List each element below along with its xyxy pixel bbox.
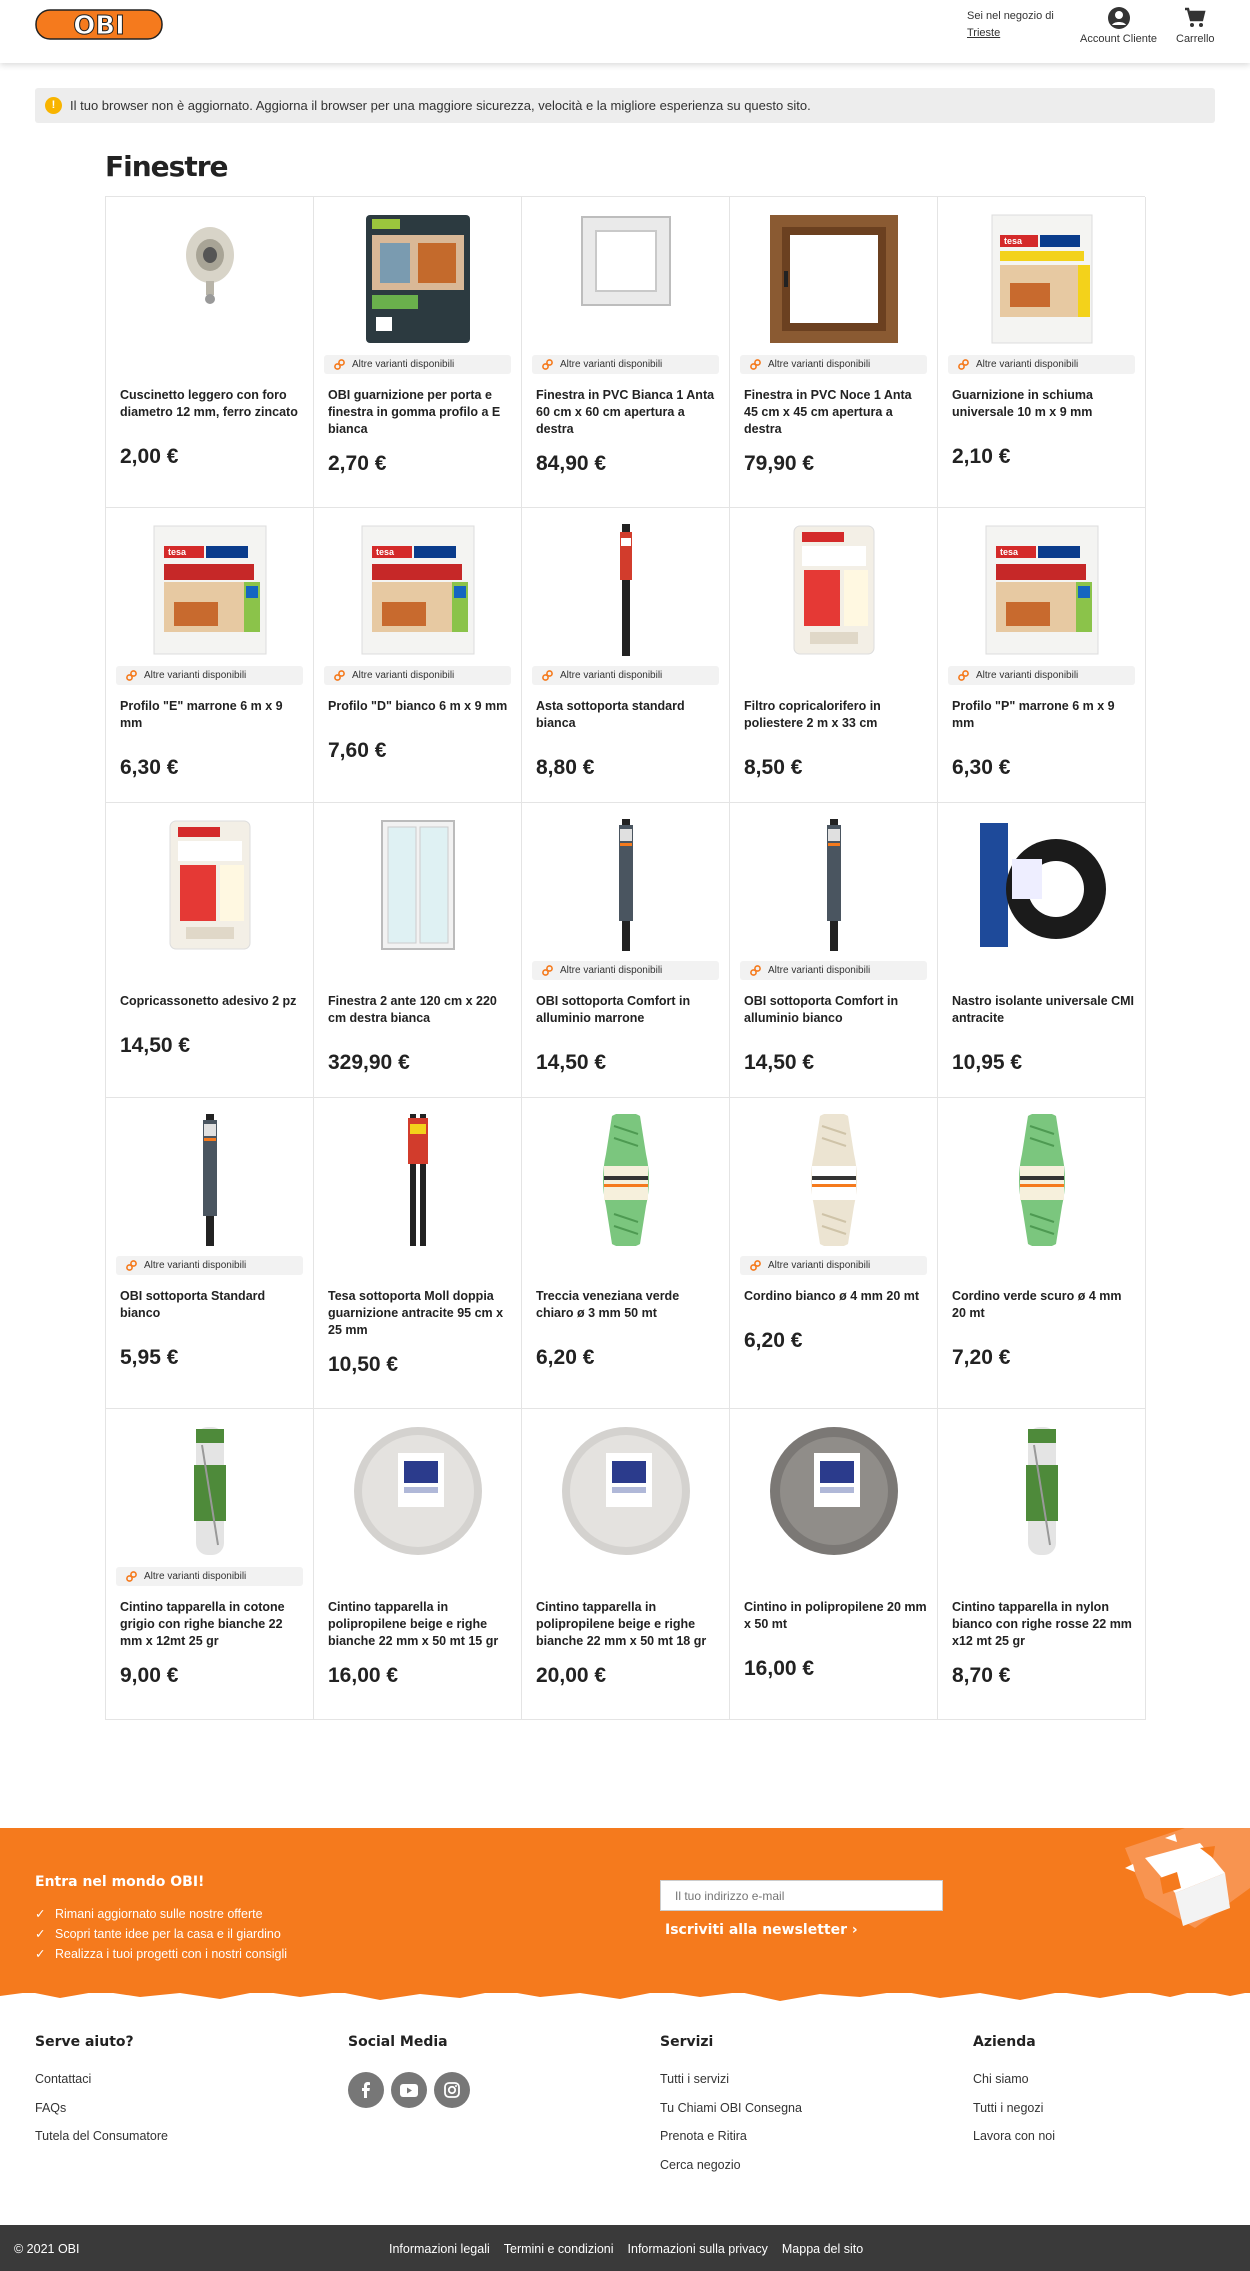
variants-label: Altre varianti disponibili (976, 670, 1079, 681)
product-image[interactable] (362, 213, 474, 350)
product-card[interactable] (730, 508, 938, 803)
product-name[interactable]: Finestra in PVC Bianca 1 Anta 60 cm x 60 cm apertura a destra (536, 388, 715, 436)
footer-link-store-finder[interactable]: Cerca negozio (660, 2157, 741, 2172)
variants-badge[interactable] (948, 666, 1135, 685)
instagram-icon[interactable] (434, 2072, 470, 2108)
product-name[interactable]: OBI sottoporta Comfort in alluminio marrone (536, 994, 691, 1025)
variants-icon (958, 359, 969, 370)
product-price: 14,50 € (536, 1051, 607, 1074)
product-card[interactable] (522, 1409, 730, 1720)
product-card[interactable] (938, 508, 1146, 803)
newsletter-benefit: ✓ Rimani aggiornato sulle nostre offerte (35, 1904, 287, 1924)
product-price: 10,50 € (328, 1353, 399, 1376)
variants-icon (126, 1571, 137, 1582)
footer-link-stores[interactable]: Tutti i negozi (973, 2100, 1044, 2115)
product-card[interactable] (106, 197, 314, 508)
variants-badge[interactable] (324, 666, 511, 685)
product-price: 14,50 € (120, 1034, 191, 1057)
variants-icon (334, 670, 345, 681)
variants-label: Altre varianti disponibili (144, 1260, 247, 1271)
product-name[interactable]: Nastro isolante universale CMI antracite (952, 994, 1135, 1025)
variants-label: Altre varianti disponibili (560, 359, 663, 370)
footer-link-consumer[interactable]: Tutela del Consumatore (35, 2129, 168, 2143)
product-price: 9,00 € (120, 1664, 179, 1687)
cart-label: Carrello (1176, 33, 1215, 45)
variants-badge[interactable] (116, 1256, 303, 1275)
product-name[interactable]: Cintino tapparella in cotone grigio con righe bianche 22 mm x 12mt 25 gr (120, 1600, 285, 1648)
product-image[interactable] (404, 1114, 432, 1251)
variants-badge[interactable] (116, 666, 303, 685)
product-price: 7,60 € (328, 739, 387, 762)
legal-link-info[interactable]: Informazioni legali (389, 2242, 490, 2256)
obi-logo[interactable] (35, 8, 163, 41)
outdated-browser-banner (35, 88, 1215, 123)
product-price: 16,00 € (744, 1657, 815, 1680)
banner-text: Il tuo browser non è aggiornato. Aggiorna il browser per una maggiore sicurezza, velocità e la migliore esperienza su questo sito. (70, 98, 811, 113)
product-price: 2,00 € (120, 445, 179, 468)
product-image[interactable] (614, 819, 638, 956)
variants-icon (334, 359, 345, 370)
product-name[interactable]: OBI sottoporta Standard bianco (120, 1289, 266, 1320)
variants-icon (126, 1260, 137, 1271)
product-name[interactable]: Cintino tapparella in nylon bianco con righe rosse 22 mm x12 mt 25 gr (952, 1600, 1132, 1648)
user-icon (1107, 6, 1131, 30)
account-button[interactable] (1080, 6, 1157, 45)
variants-label: Altre varianti disponibili (560, 965, 663, 976)
product-card[interactable] (730, 1409, 938, 1720)
product-name[interactable]: Cintino tapparella in polipropilene beige e righe bianche 22 mm x 50 mt 15 gr (328, 1600, 499, 1648)
newsletter-section (0, 1828, 1250, 1993)
legal-link-sitemap[interactable]: Mappa del sito (781, 2242, 864, 2256)
product-price: 2,10 € (952, 445, 1011, 468)
product-card[interactable] (314, 508, 522, 803)
product-card[interactable] (522, 803, 730, 1098)
product-price: 6,20 € (536, 1346, 595, 1369)
variants-label: Altre varianti disponibili (352, 670, 455, 681)
product-card[interactable] (314, 1098, 522, 1409)
product-card[interactable] (522, 197, 730, 508)
product-image[interactable] (790, 524, 878, 661)
variants-badge[interactable] (324, 355, 511, 374)
product-price: 329,90 € (328, 1051, 410, 1074)
product-card[interactable] (106, 508, 314, 803)
product-image[interactable] (166, 819, 254, 956)
product-image[interactable] (560, 1425, 692, 1562)
footer-link-careers[interactable]: Lavora con noi (973, 2129, 1056, 2143)
variants-badge[interactable] (532, 355, 719, 374)
variants-badge[interactable] (948, 355, 1135, 374)
store-label: Sei nel negozio di (967, 10, 1054, 22)
variants-label: Altre varianti disponibili (768, 359, 871, 370)
product-grid (105, 196, 1145, 1720)
footer-help (35, 2034, 168, 2158)
variants-icon (542, 359, 553, 370)
product-name[interactable]: Cordino verde scuro ø 4 mm 20 mt (952, 1289, 1122, 1320)
product-image[interactable] (352, 1425, 484, 1562)
variants-icon (542, 670, 553, 681)
product-image[interactable] (802, 1114, 866, 1251)
product-image[interactable] (360, 524, 476, 661)
svg-text:tesa: tesa (375, 547, 394, 557)
footer-link-faqs[interactable]: FAQs (35, 2100, 67, 2115)
product-name[interactable]: Copricassonetto adesivo 2 pz (120, 994, 297, 1008)
product-image[interactable] (976, 819, 1108, 956)
product-card[interactable] (730, 1098, 938, 1409)
footer-link-contact[interactable]: Contattaci (35, 2072, 92, 2086)
variants-badge[interactable] (532, 666, 719, 685)
product-price: 6,20 € (744, 1329, 803, 1352)
product-card[interactable] (938, 803, 1146, 1098)
newsletter-title: Entra nel mondo OBI! (35, 1874, 205, 1890)
torn-edge-divider (0, 1982, 1250, 2004)
product-card[interactable] (730, 803, 938, 1098)
product-name[interactable]: Cintino tapparella in polipropilene beige e righe bianche 22 mm x 50 mt 18 gr (536, 1600, 707, 1648)
store-selector[interactable] (967, 8, 1054, 42)
product-card[interactable] (938, 1409, 1146, 1720)
newsletter-illustration (1105, 1828, 1250, 1933)
variants-icon (750, 359, 761, 370)
newsletter-benefit: ✓ Realizza i tuoi progetti con i nostri consigli (35, 1944, 287, 1964)
product-name[interactable]: OBI guarnizione per porta e finestra in gomma profilo a E bianca (328, 388, 501, 436)
product-name[interactable]: Cintino in polipropilene 20 mm x 50 mt (744, 1600, 927, 1631)
product-name[interactable]: Cuscinetto leggero con foro diametro 12 mm, ferro zincato (120, 388, 298, 419)
variants-badge[interactable] (116, 1567, 303, 1586)
newsletter-email-input[interactable] (660, 1880, 943, 1911)
product-image[interactable] (614, 524, 638, 661)
page-title: Finestre (105, 150, 228, 183)
product-name[interactable]: Profilo "P" marrone 6 m x 9 mm (952, 699, 1115, 730)
footer-link-click-collect[interactable]: Prenota e Ritira (660, 2129, 747, 2143)
svg-text:OBI: OBI (73, 11, 125, 41)
product-card[interactable] (938, 197, 1146, 508)
product-price: 2,70 € (328, 452, 387, 475)
youtube-icon[interactable] (391, 2072, 427, 2108)
product-image[interactable] (984, 524, 1100, 661)
footer-link-about[interactable]: Chi siamo (973, 2072, 1029, 2086)
product-card[interactable] (938, 1098, 1146, 1409)
svg-text:tesa: tesa (999, 547, 1018, 557)
variants-label: Altre varianti disponibili (144, 670, 247, 681)
newsletter-benefits (35, 1904, 287, 1964)
product-card[interactable] (314, 197, 522, 508)
footer-help-title: Serve aiuto? (35, 2034, 134, 2050)
variants-badge[interactable] (740, 1256, 927, 1275)
product-image[interactable] (198, 1114, 222, 1251)
product-image[interactable] (822, 819, 846, 956)
product-name[interactable]: Tesa sottoporta Moll doppia guarnizione antracite 95 cm x 25 mm (328, 1289, 504, 1337)
product-price: 84,90 € (536, 452, 607, 475)
product-image[interactable] (380, 819, 456, 956)
account-label: Account Cliente (1080, 33, 1158, 45)
newsletter-benefit: ✓ Scopri tante idee per la casa e il giardino (35, 1924, 287, 1944)
product-name[interactable]: Profilo "D" bianco 6 m x 9 mm (328, 699, 508, 713)
product-price: 5,95 € (120, 1346, 179, 1369)
product-name[interactable]: Finestra 2 ante 120 cm x 220 cm destra bianca (328, 994, 497, 1025)
product-name[interactable]: Asta sottoporta standard bianca (536, 699, 685, 730)
product-price: 8,70 € (952, 1664, 1011, 1687)
legal-link-privacy[interactable]: Informazioni sulla privacy (627, 2242, 768, 2256)
variants-label: Altre varianti disponibili (144, 1571, 247, 1582)
footer-company (973, 2034, 1055, 2158)
variants-icon (126, 670, 137, 681)
cart-icon (1183, 6, 1207, 30)
product-image[interactable] (1018, 1425, 1066, 1562)
variants-icon (542, 965, 553, 976)
product-price: 6,30 € (952, 756, 1011, 779)
variants-label: Altre varianti disponibili (768, 1260, 871, 1271)
variants-icon (958, 670, 969, 681)
variants-label: Altre varianti disponibili (560, 670, 663, 681)
footer-link-all-services[interactable]: Tutti i servizi (660, 2072, 729, 2086)
variants-icon (750, 965, 761, 976)
site-header (0, 0, 1250, 63)
product-image[interactable] (768, 213, 900, 350)
product-card[interactable] (730, 197, 938, 508)
facebook-icon[interactable] (348, 2072, 384, 2108)
product-image[interactable] (578, 213, 674, 314)
cart-button[interactable] (1176, 6, 1215, 45)
product-price: 10,95 € (952, 1051, 1023, 1074)
product-name[interactable]: Filtro copricalorifero in poliestere 2 m x 33 cm (744, 699, 881, 730)
product-price: 6,30 € (120, 756, 179, 779)
variants-icon (750, 1260, 761, 1271)
variants-badge[interactable] (740, 355, 927, 374)
product-card[interactable] (314, 1409, 522, 1720)
footer-social-title: Social Media (348, 2034, 448, 2050)
newsletter-subscribe-button[interactable]: Iscriviti alla newsletter › (665, 1922, 858, 1938)
product-image[interactable] (186, 1425, 234, 1562)
product-name[interactable]: Treccia veneziana verde chiaro ø 3 mm 50 mt (536, 1289, 680, 1320)
product-price: 16,00 € (328, 1664, 399, 1687)
warning-icon: ! (45, 97, 62, 114)
product-image[interactable] (768, 1425, 900, 1562)
product-card[interactable] (106, 1098, 314, 1409)
footer-company-title: Azienda (973, 2034, 1036, 2050)
footer-services-title: Servizi (660, 2034, 714, 2050)
svg-text:tesa: tesa (167, 547, 186, 557)
product-price: 7,20 € (952, 1346, 1011, 1369)
product-image[interactable] (175, 213, 245, 318)
product-price: 20,00 € (536, 1664, 607, 1687)
product-name[interactable]: Finestra in PVC Noce 1 Anta 45 cm x 45 cm apertura a destra (744, 388, 912, 436)
product-name[interactable]: Cordino bianco ø 4 mm 20 mt (744, 1289, 920, 1303)
footer-social (348, 2034, 470, 2108)
footer-services (660, 2034, 802, 2186)
product-price: 8,50 € (744, 756, 803, 779)
variants-badge[interactable] (532, 961, 719, 980)
product-image[interactable] (990, 213, 1094, 350)
footer-link-delivery[interactable]: Tu Chiami OBI Consegna (660, 2100, 802, 2115)
product-price: 14,50 € (744, 1051, 815, 1074)
product-card[interactable] (106, 1409, 314, 1720)
product-name[interactable]: OBI sottoporta Comfort in alluminio bianco (744, 994, 899, 1025)
product-name[interactable]: Profilo "E" marrone 6 m x 9 mm (120, 699, 283, 730)
footer-bottom-bar (0, 2225, 1250, 2271)
variants-badge[interactable] (740, 961, 927, 980)
product-name[interactable]: Guarnizione in schiuma universale 10 m x 9 mm (952, 388, 1093, 419)
product-price: 8,80 € (536, 756, 595, 779)
variants-label: Altre varianti disponibili (976, 359, 1079, 370)
variants-label: Altre varianti disponibili (352, 359, 455, 370)
product-image[interactable] (594, 1114, 658, 1251)
legal-link-terms[interactable]: Termini e condizioni (503, 2242, 614, 2256)
variants-label: Altre varianti disponibili (768, 965, 871, 976)
product-card[interactable] (522, 1098, 730, 1409)
product-card[interactable] (522, 508, 730, 803)
copyright: © 2021 OBI (14, 2242, 80, 2256)
product-card[interactable] (314, 803, 522, 1098)
product-image[interactable] (152, 524, 268, 661)
product-card[interactable] (106, 803, 314, 1098)
product-image[interactable] (1010, 1114, 1074, 1251)
store-name-link[interactable]: Trieste (967, 27, 1001, 39)
svg-text:tesa: tesa (1003, 236, 1022, 246)
product-price: 79,90 € (744, 452, 815, 475)
